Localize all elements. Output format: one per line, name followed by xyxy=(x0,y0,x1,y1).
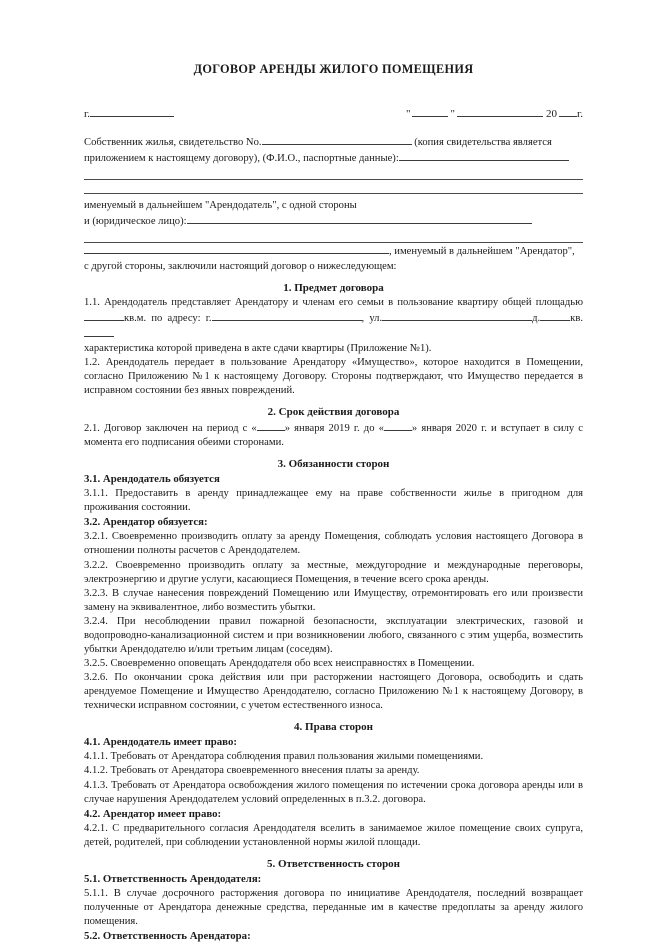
clause-4-1-1: 4.1.1. Требовать от Арендатора соблюдения правил пользования жилыми помещениями. xyxy=(84,751,484,763)
date-quote-close: " xyxy=(450,107,455,120)
clause-3-2-4: 3.2.4. При несоблюдении правил пожарной безопасности, эксплуатации электрических, газовой и водопроводно-канализационной систем и при возникновении любого, связанного с этим ущерба, возместить убытки Арендодателю и/или третьим лицам (соседям). xyxy=(84,615,583,656)
city-date-row xyxy=(84,105,583,122)
owner-blank-rule-1[interactable] xyxy=(84,179,583,180)
tenant-name-blank-field[interactable] xyxy=(84,243,389,254)
clause-4-2-1: 4.2.1. С предварительного согласия Арендодателя вселить в занимаемое жилое помещение своих супруга, детей, родителей, при соблюдении установленной нормы жилой площади. xyxy=(84,822,583,848)
owner-passport-line xyxy=(84,150,583,166)
city-label: г. xyxy=(84,107,91,120)
landlord-designation-line xyxy=(84,198,583,213)
owner-label-2: (копия свидетельства является xyxy=(414,136,552,148)
clause-2-1-part1: 2.1. Договор заключен на период с « xyxy=(84,423,257,435)
clause-1-1-part5: д. xyxy=(532,312,541,324)
section-heading-1: 1. Предмет договора xyxy=(283,281,384,294)
clause-1-1-part7: характеристика которой приведена в акте сдачи квартиры (Приложение №1). xyxy=(84,342,432,354)
subheading-5-1: 5.1. Ответственность Арендодателя: xyxy=(84,872,262,885)
subheading-4-1: 4.1. Арендодатель имеет право: xyxy=(84,736,237,749)
passport-data-blank-field[interactable] xyxy=(399,150,569,161)
subheading-4-2: 4.2. Арендатор имеет право: xyxy=(84,807,222,820)
clause-1-1-part2: площадью xyxy=(535,296,583,308)
section-heading-2: 2. Срок действия договора xyxy=(267,406,400,419)
clause-3-2-2: 3.2.2. Своевременно производить оплату за местные, междугородние и международные переговоры, электроэнергию и другие услуги, касающиеся Помещения, в течение всего срока аренды. xyxy=(84,559,583,585)
tenant-designation-line xyxy=(84,243,583,259)
clause-3-2-1: 3.2.1. Своевременно производить оплату за аренду Помещения, соблюдать условия настоящего Договора в отношении полноты расчетов с Арендодателем. xyxy=(84,531,583,557)
clause-5-1-1: 5.1.1. В случае досрочного расторжения договора по инициативе Арендодателя, последний возвращает полученные от Арендатора денежные средства, переданные им в качестве предоплаты за аренду жилого помещения. xyxy=(84,887,583,928)
apartment-blank-field[interactable] xyxy=(84,326,114,337)
date-quote-open: " xyxy=(405,107,411,120)
owner-certificate-line xyxy=(84,134,583,150)
clause-3-2-6: 3.2.6. По окончании срока действия или при расторжении настоящего Договора, освободить и сдать арендуемое Помещение и Имущество Арендодателю, согласно Приложению №1 к настоящему Договору, в технически исправном состоянии, с учетом естественного износа. xyxy=(84,672,583,712)
subheading-3-1: 3.1. Арендодатель обязуется xyxy=(84,473,220,486)
certificate-number-blank-field[interactable] xyxy=(262,134,412,145)
page-title: ДОГОВОР АРЕНДЫ ЖИЛОГО ПОМЕЩЕНИЯ xyxy=(193,62,474,76)
clause-3-2-3: 3.2.3. В случае нанесения повреждений Помещению или Имуществу, отремонтировать его или произвести замену на эквивалентное, либо возместить убытки. xyxy=(84,587,583,613)
closing-preamble-label: с другой стороны, заключили настоящий договор о нижеследующем: xyxy=(84,260,397,272)
clause-2-1-part2: » января 2019 г. до « xyxy=(284,423,384,435)
city-blank-field[interactable] xyxy=(90,105,174,117)
subheading-3-2: 3.2. Арендатор обязуется: xyxy=(84,516,208,529)
date-month-blank-field[interactable] xyxy=(457,105,543,117)
clause-3-1-1: 3.1.1. Предоставить в аренду принадлежащее ему на праве собственности жилье в пригодном для проживания состоянии. xyxy=(84,488,583,514)
house-blank-field[interactable] xyxy=(540,310,570,321)
clause-2-1-part3: » января 2020 г. и вступает в силу с момента его подписания обеими сторонами. xyxy=(84,423,583,449)
tenant-designation-label: , именуемый в дальнейшем "Арендатор", xyxy=(389,245,575,257)
owner-passport-label: приложением к настоящему договору), (Ф.И.О., паспортные данные): xyxy=(84,152,399,164)
clause-2-1 xyxy=(84,420,583,450)
section-heading-4: 4. Права сторон xyxy=(294,721,373,734)
section-heading-5: 5. Ответственность сторон xyxy=(266,857,401,870)
clause-1-1-part4: , ул. xyxy=(361,312,383,324)
legal-entity-line xyxy=(84,213,583,229)
owner-label-1: Собственник жилья, свидетельство No. xyxy=(84,136,262,148)
clause-1-1-part6: кв. xyxy=(570,312,583,324)
subheading-5-2: 5.2. Ответственность Арендатора: xyxy=(84,930,251,943)
closing-preamble-line xyxy=(84,259,583,274)
clause-3-2-5: 3.2.5. Своевременно оповещать Арендодателя обо всех неисправностях в Помещении. xyxy=(84,658,475,670)
start-day-blank-field[interactable] xyxy=(257,420,285,431)
legal-entity-blank-field[interactable] xyxy=(187,213,532,224)
legal-entity-label: и (юридическое лицо): xyxy=(84,215,187,227)
city-address-blank-field[interactable] xyxy=(212,310,362,321)
clause-4-1-2: 4.1.2. Требовать от Арендатора своевременного внесения платы за аренду. xyxy=(84,765,420,777)
clause-1-1-part3: кв.м. по адресу: г. xyxy=(124,312,212,324)
landlord-designation-label: именуемый в дальнейшем "Арендодатель", с одной стороны xyxy=(84,199,357,211)
date-block xyxy=(406,105,583,122)
clause-1-2: 1.2. Арендодатель передает в пользование Арендатору «Имущество», которое находится в Помещении, согласно Приложению №1 к настоящему Договору. Стороны подтверждают, что Имущество передается в исправном состоянии без явных повреждений. xyxy=(84,356,583,397)
date-day-blank-field[interactable] xyxy=(412,105,448,117)
area-blank-field[interactable] xyxy=(84,310,124,321)
date-year-blank-field[interactable] xyxy=(559,105,577,117)
city-block xyxy=(84,105,174,122)
date-year-prefix: 20 xyxy=(545,107,557,120)
street-blank-field[interactable] xyxy=(382,310,532,321)
clause-1-1 xyxy=(84,296,583,356)
clause-1-1-part1: 1.1. Арендодатель представляет Арендатору и членам его семьи в пользование квартиру общей xyxy=(84,296,532,308)
date-year-suffix: г. xyxy=(576,107,583,120)
end-day-blank-field[interactable] xyxy=(384,420,412,431)
section-heading-3: 3. Обязанности сторон xyxy=(277,458,390,471)
clause-4-1-3: 4.1.3. Требовать от Арендатора освобождения жилого помещения по истечении срока договора аренды или в случае нарушения Арендодателем условий определенных в п.3.2. договора. xyxy=(84,779,583,805)
